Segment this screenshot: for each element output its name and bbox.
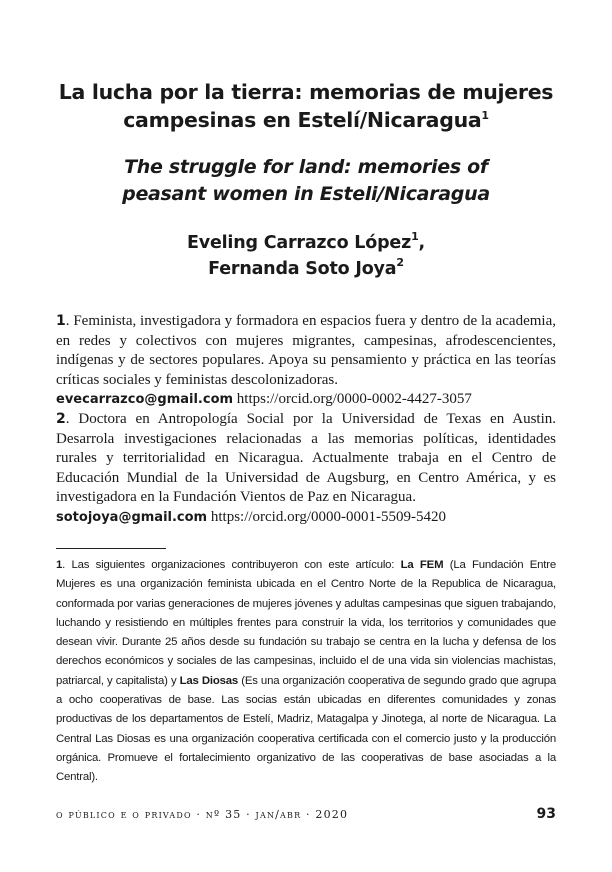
title-line-1: La lucha por la tierra: memorias de mujeres <box>58 80 554 104</box>
author-name: Eveling Carrazco López <box>187 233 412 253</box>
affiliation-number: 2 <box>56 410 66 427</box>
author-orcid-link[interactable]: https://orcid.org/0000-0002-4427-3057 <box>236 391 472 408</box>
title-line-2: campesinas en Estelí/Nicaragua <box>123 108 482 132</box>
affiliation-entry <box>56 312 556 410</box>
organization-name: Las Diosas <box>179 674 239 687</box>
footnote-divider <box>56 548 166 549</box>
footnote-number: 1 <box>56 559 63 571</box>
author-list <box>40 230 572 282</box>
organization-name: La FEM <box>400 559 444 571</box>
affiliation-text: . Feminista, investigadora y formadora en espacios fuera y dentro de la academia, en redes y colectivos con mujeres migrantes, campesinas, afrodescencientes, indígenas y de sectores populares. Apoya su pensamiento y práctica en las teorías críticas sociales y feministas descolonizadoras. <box>56 313 556 388</box>
footnote <box>56 556 556 788</box>
affiliation-number: 1 <box>56 313 66 329</box>
author-orcid-link[interactable]: https://orcid.org/0000-0001-5509-5420 <box>210 508 446 525</box>
subtitle-line-2: peasant women in Esteli/Nicaragua <box>122 183 490 205</box>
organization-description: (La Fundación Entre Mujeres es una organización feminista ubicada en el Centro Norte de la Republica de Nicaragua, conformada por varias generaciones de mujeres jóvenes y adultas campesinas que siguen trabajando, luchando y resistiendo en múltiples frentes para construir la vida, los territorios y comunidades que desean vivir. Durante 25 años desde su fundación su trabajo se centra en la lucha y defensa de los derechos económicos y sociales de las campesinas, incluido el de una vida sin violencias machistas, patriarcal, y capitalista) y <box>56 559 556 687</box>
title-footnote-marker[interactable]: 1 <box>481 109 489 122</box>
organization-description: (Es una organización cooperativa de segundo grado que agrupa a ocho cooperativas de base. Las socias están ubicadas en diferentes comunidades y zonas productivas de los departamentos de Estelí, Madriz, Matagalpa y Jinotega, al norte de Nicaragua. La Central Las Diosas es una organización cooperativa certificada con el comercio justo y la producción orgánica. Promueve el fortalecimiento organizativo de las cooperativas de base asociadas a la Central). <box>56 674 556 784</box>
author-name: Fernanda Soto Joya <box>208 259 397 279</box>
author-email[interactable]: evecarrazco@gmail.com <box>56 392 234 408</box>
subtitle-line-1: The struggle for land: memories of <box>124 156 488 178</box>
author-separator: , <box>418 233 425 253</box>
page-footer <box>56 806 556 822</box>
author-affiliation-marker[interactable]: 2 <box>396 256 404 269</box>
english-subtitle <box>40 154 572 208</box>
author-affiliations <box>56 312 556 528</box>
affiliation-entry <box>56 410 556 528</box>
page-number: 93 <box>536 806 556 822</box>
article-title <box>40 78 572 134</box>
title-block <box>40 78 572 282</box>
author-affiliation-marker[interactable]: 1 <box>411 230 419 243</box>
footnote-intro: . Las siguientes organizaciones contribuyeron con este artículo: <box>62 559 401 571</box>
journal-citation: o público e o privado · nº 35 · jan/abr · 2020 <box>56 808 349 821</box>
affiliation-text: . Doctora en Antropología Social por la Universidad de Texas en Austin. Desarrola investigaciones relacionadas a las memorias políticas, identidades rurales y territorialidad en Nicaragua. Actualmente trabaja en el Centro de Educación Mundial de la Universidad de Augsburg, en Centro América, y es investigadora en la Fundación Vientos de Paz en Nicaragua. <box>56 410 556 506</box>
author-email[interactable]: sotojoya@gmail.com <box>56 509 208 525</box>
